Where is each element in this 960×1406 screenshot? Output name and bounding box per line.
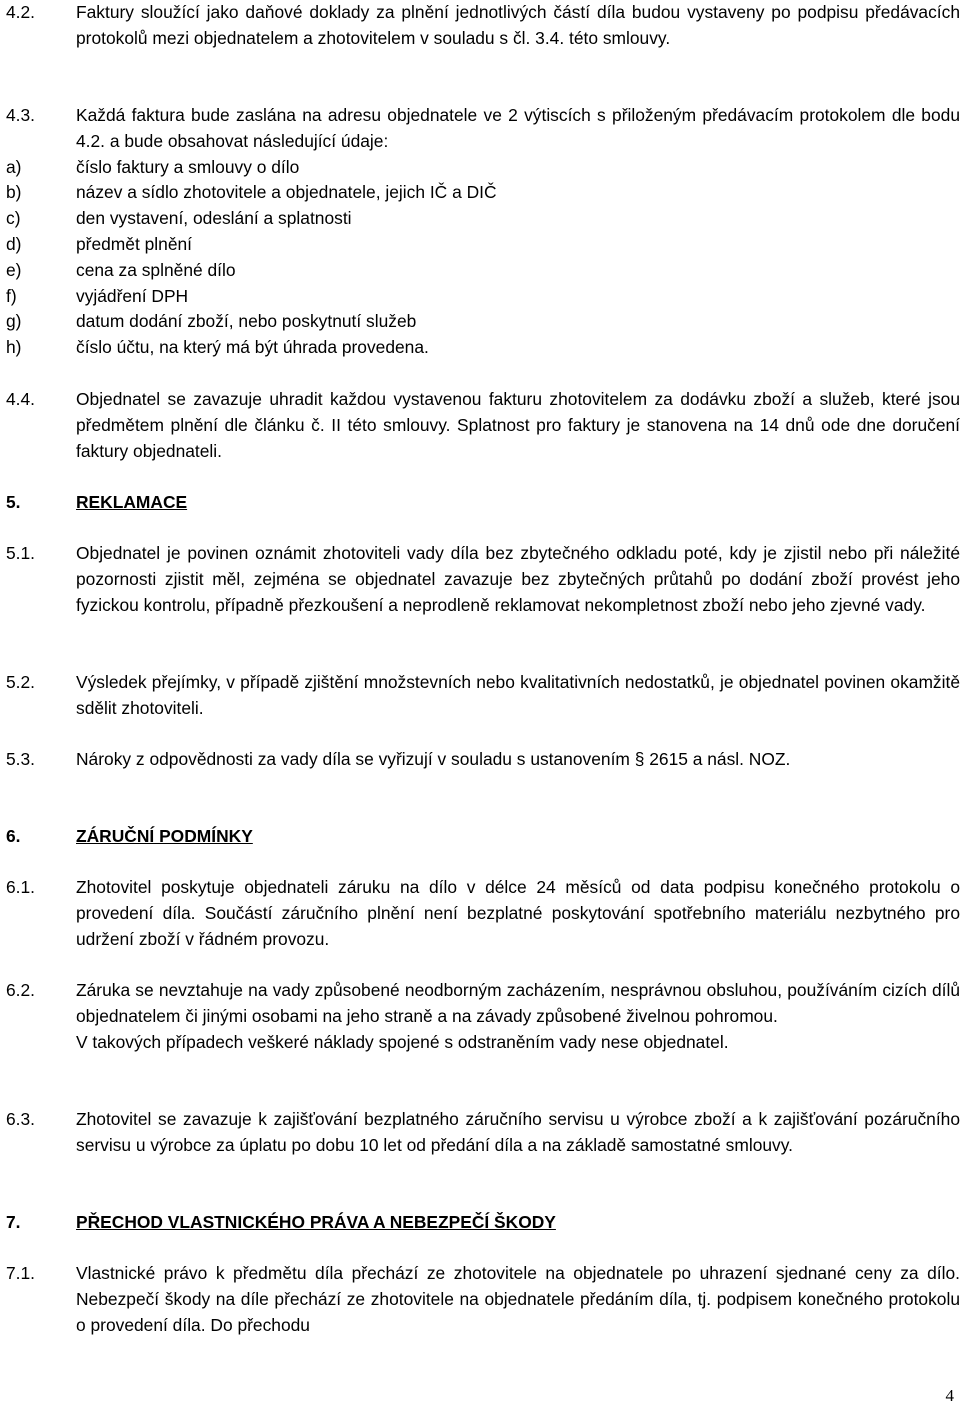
paragraph-number: 7.1. (6, 1263, 36, 1283)
paragraph-text: Faktury sloužící jako daňové doklady za plnění jednotlivých částí díla budou vystaveny po podpisu předávacích protokolů mezi objednatelem a zhotovitelem v souladu s čl. 3.4. této smlouvy. (76, 2, 960, 48)
section-heading-7 (6, 1210, 960, 1236)
paragraph-number: 4.2. (6, 2, 36, 22)
paragraph-number: 5.3. (6, 749, 36, 769)
paragraph-6-3 (6, 1107, 960, 1159)
section-title: REKLAMACE (76, 492, 188, 512)
paragraph-text: Záruka se nevztahuje na vady způsobené neodborným zacházením, nesprávnou obsluhou, používáním cizích dílů objednatelem či jinými osobami na jeho straně a na závady způsobené živelnou pohromou. (76, 980, 960, 1026)
list-item: g) datum dodání zboží, nebo poskytnutí služeb (6, 311, 417, 332)
section-number: 6. (6, 826, 21, 846)
paragraph-text: Zhotovitel poskytuje objednateli záruku na dílo v délce 24 měsíců od data podpisu konečného protokolu o provedení díla. Součástí záručního plnění není bezplatné poskytování spotřebního materiálu nezbytného pro udržení zboží v řádném provozu. (76, 877, 960, 949)
invoice-requirements-list (6, 155, 960, 361)
section-title: ZÁRUČNÍ PODMÍNKY (76, 826, 253, 846)
paragraph-number: 6.1. (6, 877, 36, 897)
section-title: PŘECHOD VLASTNICKÉHO PRÁVA A NEBEZPEČÍ ŠKODY (76, 1212, 556, 1232)
paragraph-text: Objednatel je povinen oznámit zhotoviteli vady díla bez zbytečného odkladu poté, kdy je zjistil nebo při náležité pozornosti zjistit měl, zejména se objednatel zavazuje bez zbytečných průtahů po dodání zboží provést jeho fyzickou kontrolu, případně přezkoušení a neprodleně reklamovat nekompletnost zboží nebo jeho zjevné vady. (76, 543, 960, 615)
paragraph-number: 5.2. (6, 672, 36, 692)
section-number: 7. (6, 1212, 21, 1232)
paragraph-text: Zhotovitel se zavazuje k zajišťování bezplatného záručního servisu u výrobce zboží a k zajišťování pozáručního servisu u výrobce za úplatu po dobu 10 let od předání díla a na základě samostatné smlouvy. (76, 1109, 960, 1155)
paragraph-6-2 (6, 978, 960, 1055)
section-number: 5. (6, 492, 21, 512)
paragraph-number: 4.3. (6, 105, 36, 125)
paragraph-6-1 (6, 875, 960, 952)
list-item: e) cena za splněné dílo (6, 259, 236, 280)
page-number: 4 (945, 1386, 954, 1405)
list-item: h) číslo účtu, na který má být úhrada provedena. (6, 337, 429, 358)
section-heading-5 (6, 490, 960, 516)
paragraph-number: 5.1. (6, 543, 36, 563)
paragraph-text: Výsledek přejímky, v případě zjištění množstevních nebo kvalitativních nedostatků, je objednatel povinen okamžitě sdělit zhotoviteli. (76, 672, 960, 718)
paragraph-7-1 (6, 1261, 960, 1338)
list-item: a) číslo faktury a smlouvy o dílo (6, 156, 300, 177)
paragraph-text: Každá faktura bude zaslána na adresu objednatele ve 2 výtiscích s přiloženým předávacím protokolem dle bodu 4.2. a bude obsahovat následující údaje: (76, 105, 960, 151)
paragraph-4-2 (6, 0, 960, 52)
paragraph-text: Objednatel se zavazuje uhradit každou vystavenou fakturu zhotovitelem za dodávku zboží a služeb, které jsou předmětem plnění dle článku č. II této smlouvy. Splatnost pro faktury je stanovena na 14 dnů ode dne doručení faktury objednateli. (76, 389, 960, 461)
paragraph-text: Vlastnické právo k předmětu díla přechází ze zhotovitele na objednatele po uhrazení sjednané ceny za dílo. Nebezpečí škody na díle přechází ze zhotovitele na objednatele předáním díla, tj. podpisem konečného protokolu o provedení díla. Do přechodu (76, 1263, 960, 1335)
paragraph-number: 4.4. (6, 389, 36, 409)
paragraph-5-2 (6, 670, 960, 722)
paragraph-4-3 (6, 103, 960, 361)
paragraph-4-4 (6, 387, 960, 464)
paragraph-text: Nároky z odpovědnosti za vady díla se vyřizují v souladu s ustanovením § 2615 a násl. NOZ. (76, 749, 791, 769)
paragraph-number: 6.3. (6, 1109, 36, 1129)
section-heading-6 (6, 824, 960, 850)
paragraph-5-1 (6, 541, 960, 618)
list-item: d) předmět plnění (6, 233, 193, 254)
paragraph-number: 6.2. (6, 980, 36, 1000)
paragraph-5-3 (6, 747, 960, 773)
paragraph-text-continued: V takových případech veškeré náklady spojené s odstraněním vady nese objednatel. (76, 1031, 729, 1052)
list-item: f) vyjádření DPH (6, 285, 189, 306)
list-item: b) název a sídlo zhotovitele a objednatele, jejich IČ a DIČ (6, 182, 497, 203)
list-item: c) den vystavení, odeslání a splatnosti (6, 208, 352, 229)
